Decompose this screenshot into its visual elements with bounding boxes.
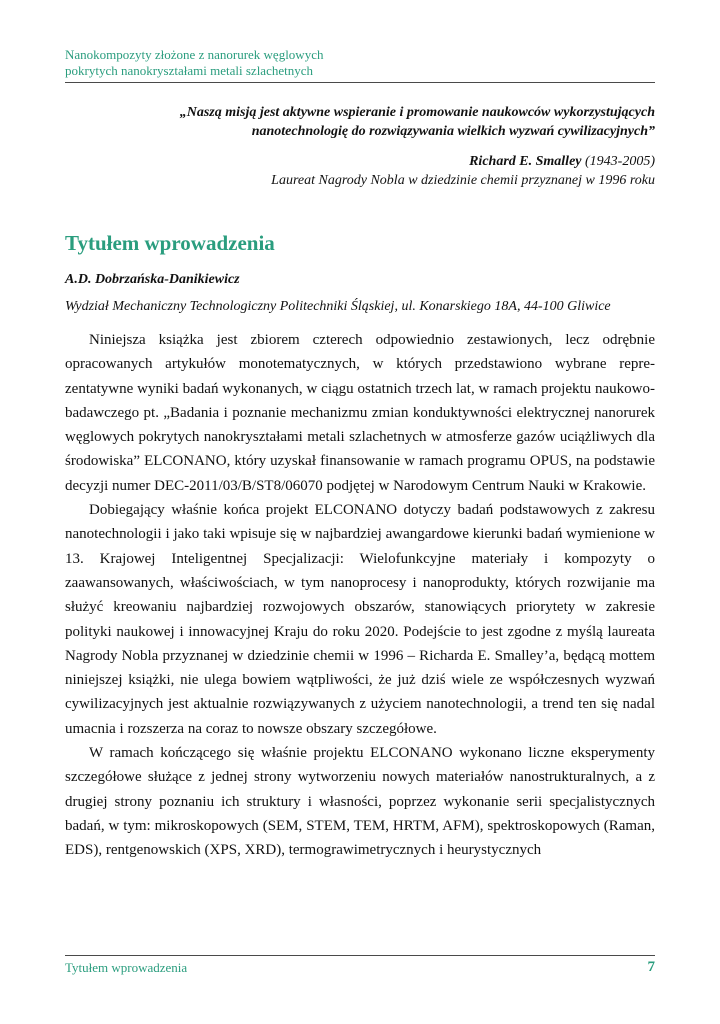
paragraph-1: Niniejsza książka jest zbiorem czterech odpowiednio zestawionych, lecz odrębnie opracowanych artykułów monotematycznych, w których przedstawiono wybrane reprezentatywne wyniki badań wykonanych, w ciągu ostatnich trzech lat, w ramach projektu naukowo-badawczego pt. „Badania i poznanie mechanizmu zmian konduktywności elektrycznej nanorurek węglowych pokrytych nanokryształami metali szlachetnych w atmosferze gazów uciążliwych dla środowiska” ELCONANO, który uzyskał finansowanie w ramach programu OPUS, na podstawie decyzji numer DEC-2011/03/B/ST8/06070 podjętej w Narodowym Centrum Nauki w Krakowie. — [65, 332, 655, 494]
motto-quote — [55, 103, 655, 141]
running-header — [65, 47, 655, 79]
header-rule — [65, 82, 655, 83]
footer-title: Tytułem wprowadzenia — [65, 960, 188, 975]
page-number: 7 — [647, 959, 655, 975]
motto-line-2: nanotechnologię do rozwiązywania wielkich wyzwań cywilizacyjnych” — [251, 124, 655, 139]
motto-author-years: (1943-2005) — [581, 154, 655, 169]
author-affiliation: Wydział Mechaniczny Technologiczny Politechniki Śląskiej, ul. Konarskiego 18A, 44-100 Gliwice — [65, 299, 611, 314]
motto-author-title: Laureat Nagrody Nobla w dziedzinie chemii przyznanej w 1996 roku — [271, 173, 655, 188]
footer-rule — [65, 955, 655, 956]
running-header-line-1: Nanokompozyty złożone z nanorurek węglowych — [65, 47, 324, 62]
motto-attribution — [55, 152, 655, 190]
motto-author-line — [55, 152, 655, 171]
body-text — [65, 328, 655, 863]
motto-line-1: „Naszą misją jest aktywne wspieranie i promowanie naukowców wykorzystujących — [179, 105, 655, 120]
chapter-author: A.D. Dobrzańska-Danikiewicz — [65, 272, 240, 287]
paragraph-2: Dobiegający właśnie końca projekt ELCONANO dotyczy badań podstawowych z zakresu nanotechnologii i jako taki wpisuje się w najbardziej awangardowe kierunki badań wymienione w 13. Krajowej Inteligentnej Specjalizacji: Wielofunkcyjne materiały i kompozyty o zaawansowanych, właściwościach, w tym nanoprocesy i nanoprodukty, których rozwijanie ma służyć kreowaniu najbardziej rozwojowych obszarów, stanowiących priorytety w zakresie polityki naukowej i innowacyjnej Kraju do roku 2020. Podejście to jest zgodne z myślą laureata Nagrody Nobla przyznanej w dziedzinie chemii w 1996 – Richarda E. Smalley’a, będącą mottem niniejszej książki, nie ulega bowiem wątpliwości, że już dziś wiele ze współczesnych wyzwań cywilizacyjnych jest aktualnie rozwiązywanych z użyciem nanotechnologii, a trend ten się nadal umacnia i rozszerza na coraz to nowsze obszary szczegółowe. — [65, 502, 655, 737]
chapter-title: Tytułem wprowadzenia — [65, 231, 275, 255]
paragraph-3: W ramach kończącego się właśnie projektu ELCONANO wykonano liczne eksperymenty szczegółowe służące z jednej strony wytworzeniu nowych materiałów nanostrukturalnych, a z drugiej strony poznaniu ich struktury i własności, poprzez wykonanie serii specjalistycznych badań, w tym: mikroskopowych (SEM, STEM, TEM, HRTM, AFM), spektroskopowych (Raman, EDS), rentgenowskich (XPS, XRD), termograwimetrycznych i heurystycznych — [65, 745, 655, 859]
motto-author-name: Richard E. Smalley — [469, 154, 582, 169]
running-header-line-2: pokrytych nanokryształami metali szlachetnych — [65, 63, 313, 78]
